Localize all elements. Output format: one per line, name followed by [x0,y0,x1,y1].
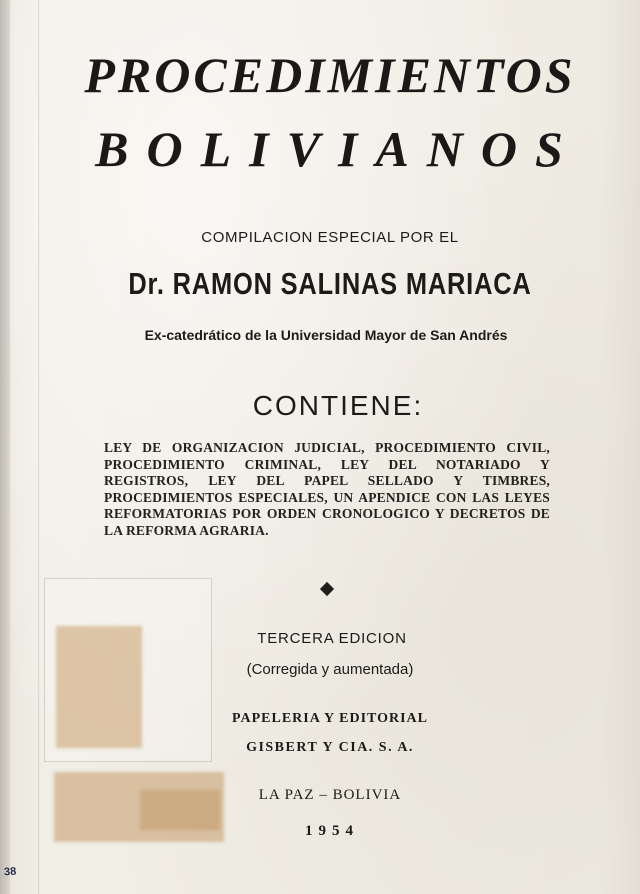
title-line-1: PROCEDIMIENTOS [84,47,576,103]
compilation-note: COMPILACION ESPECIAL POR EL [201,229,459,246]
spine-edge [0,0,10,894]
publisher-line-2: GISBERT Y CIA. S. A. [246,740,414,755]
publication-place: LA PAZ – BOLIVIA [258,787,402,803]
edition-note: (Corregida y aumentada) [246,661,414,678]
publisher-line-1: PAPELERIA Y EDITORIAL [231,711,429,726]
contents-heading: CONTIENE: [252,390,424,421]
author-credential: Ex-catedrático de la Universidad Mayor de San Andrés [144,327,508,343]
author-name: Dr. RAMON SALINAS MARIACA [128,266,532,301]
contents-text: LEY DE ORGANIZACION JUDICIAL, PROCEDIMIENTO CIVIL, PROCEDIMIENTO CRIMINAL, LEY DEL NOTARIADO Y REGISTROS, LEY DEL PAPEL SELLADO Y TIMBRES, PROCEDIMIENTOS ESPECIALES, UN APENDICE CON LAS LEYES REFORMATORIAS POR ORDEN CRONOLOGICO Y DECRETOS DE LA REFORMA AGRARIA. [104,440,550,538]
library-stamp: 38 [3,865,17,879]
edition: TERCERA EDICION [257,630,407,647]
publication-year: 1954 [305,823,359,839]
title-line-2: BOLIVIANOS [95,121,581,177]
diamond-ornament-icon [320,582,334,596]
